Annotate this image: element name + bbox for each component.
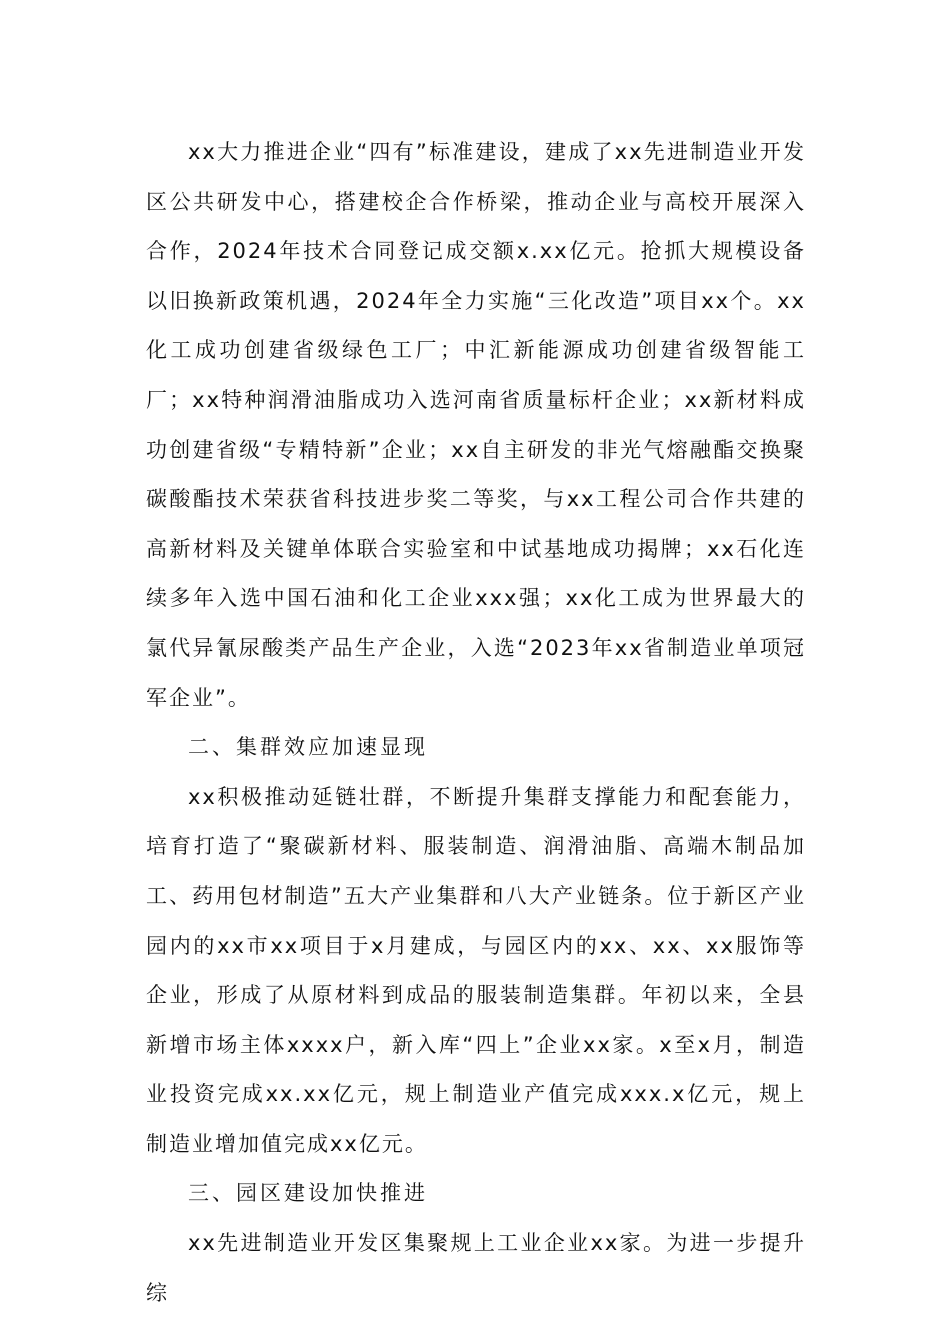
paragraph-development-zone: xx先进制造业开发区集聚规上工业企业xx家。为进一步提升综 — [146, 1231, 806, 1305]
paragraph-industry-cluster: xx积极推动延链壮群，不断提升集群支撑能力和配套能力，培育打造了“聚碳新材料、服装制造、润滑油脂、高端木制品加工、药用包材制造”五大产业集群和八大产业链条。位于新区产业园内的xx市xx项目于x月建成，与园区内的xx、xx、xx服饰等企业，形成了从原材料到成品的服装制造集群。年初以来，全县新增市场主体xxxx户，新入库“四上”企业xx家。x至x月，制造业投资完成xx.xx亿元，规上制造业产值完成xxx.x亿元，规上制造业增加值完成xx亿元。 — [146, 784, 806, 1156]
paragraph-innovation: xx大力推进企业“四有”标准建设，建成了xx先进制造业开发区公共研发中心，搭建校企合作桥梁，推动企业与高校开展深入合作，2024年技术合同登记成交额x.xx亿元。抢抓大规模设备以旧换新政策机遇，2024年全力实施“三化改造”项目xx个。xx化工成功创建省级绿色工厂；中汇新能源成功创建省级智能工厂；xx特种润滑油脂成功入选河南省质量标杆企业；xx新材料成功创建省级“专精特新”企业；xx自主研发的非光气熔融酯交换聚碳酸酯技术荣获省科技进步奖二等奖，与xx工程公司合作共建的高新材料及关键单体联合实验室和中试基地成功揭牌；xx石化连续多年入选中国石油和化工企业xxx强；xx化工成为世界最大的氯代异氰尿酸类产品生产企业，入选“2023年xx省制造业单项冠军企业”。 — [146, 140, 806, 710]
section-heading-cluster-effect: 二、集群效应加速显现 — [188, 735, 428, 760]
section-heading-park-construction: 三、园区建设加快推进 — [188, 1181, 428, 1206]
document-body — [146, 128, 806, 1318]
